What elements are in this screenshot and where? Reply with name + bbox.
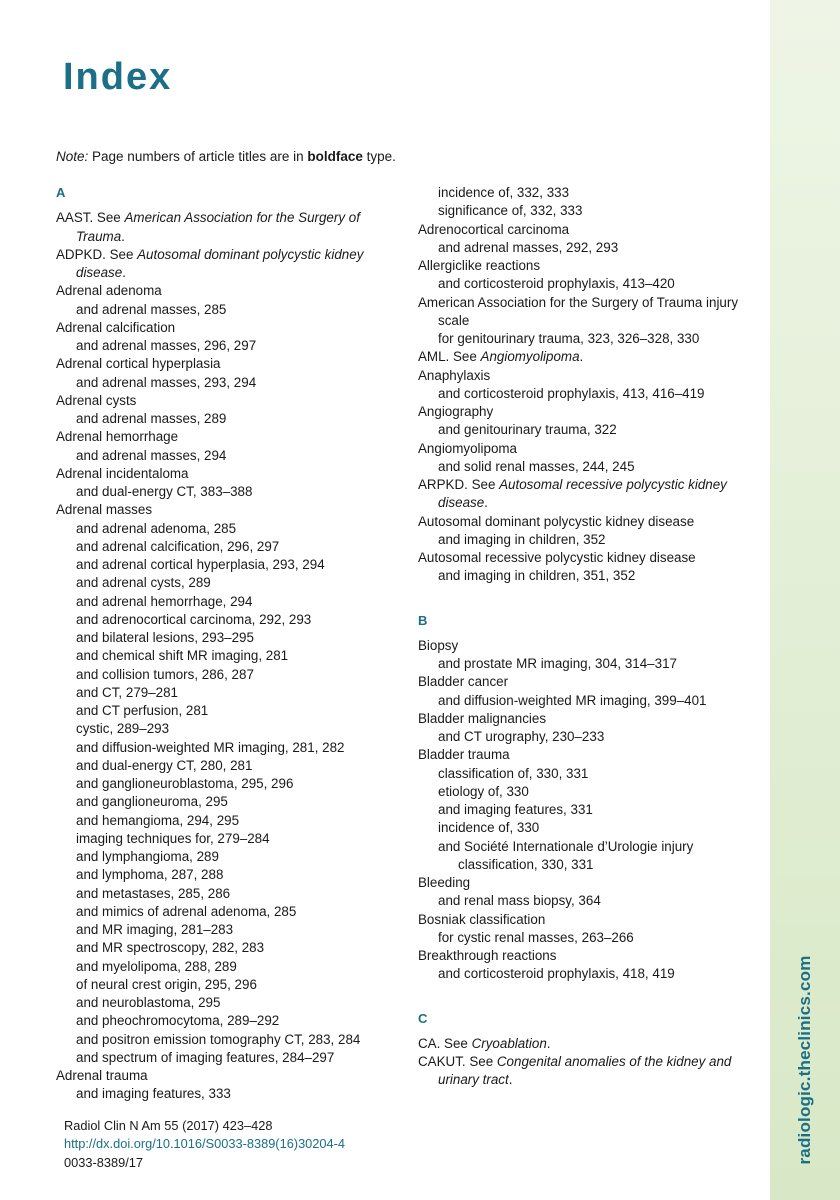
index-entry xyxy=(56,392,396,410)
index-subentry xyxy=(418,765,758,783)
index-entry xyxy=(418,294,758,331)
entry-text: and positron emission tomography CT, 283, 284 xyxy=(76,1031,361,1047)
index-entry xyxy=(418,710,758,728)
index-entry xyxy=(418,403,758,421)
index-subentry xyxy=(56,903,396,921)
cross-reference: American Association for the Surgery of Trauma xyxy=(76,210,360,244)
index-subentry xyxy=(56,793,396,811)
entry-text: and solid renal masses, 244, 245 xyxy=(438,458,635,474)
index-entry xyxy=(418,440,758,458)
index-entry xyxy=(418,367,758,385)
entry-text: and hemangioma, 294, 295 xyxy=(76,812,240,828)
index-entry xyxy=(418,947,758,965)
index-entry xyxy=(418,513,758,531)
entry-punct: . xyxy=(122,265,126,280)
entry-punct: . xyxy=(484,495,488,511)
index-subentry xyxy=(418,239,758,257)
index-subentry xyxy=(418,692,758,710)
index-subentry xyxy=(56,629,396,647)
entry-text: and neuroblastoma, 295 xyxy=(76,995,221,1010)
entry-text: and corticosteroid prophylaxis, 418, 419 xyxy=(438,966,675,982)
index-subentry xyxy=(418,783,758,801)
entry-text: and chemical shift MR imaging, 281 xyxy=(76,648,289,664)
entry-text: imaging techniques for, 279–284 xyxy=(76,830,270,846)
index-note xyxy=(56,149,396,164)
index-subentry xyxy=(418,385,758,403)
entry-text: and imaging features, 333 xyxy=(76,1086,231,1102)
index-subentry xyxy=(418,929,758,947)
entry-text: and adrenal masses, 294 xyxy=(76,447,227,463)
entry-text: and bilateral lesions, 293–295 xyxy=(76,630,254,645)
index-entry xyxy=(418,637,758,655)
entry-text: and adrenal adenoma, 285 xyxy=(76,520,237,536)
entry-text: and myelolipoma, 288, 289 xyxy=(76,958,237,974)
index-subentry xyxy=(418,531,758,549)
index-subentry xyxy=(56,337,396,355)
index-column-right xyxy=(418,184,758,1090)
entry-text: Adrenal hemorrhage xyxy=(56,429,179,445)
index-subentry xyxy=(56,520,396,538)
entry-text: Anaphylaxis xyxy=(418,367,491,383)
index-subentry xyxy=(56,1031,396,1049)
entry-text: Adrenal cortical hyperplasia xyxy=(56,356,221,372)
doi-link[interactable]: http://dx.doi.org/10.1016/S0033-8389(16)30204-4 xyxy=(64,1136,346,1152)
entry-text: and metastases, 285, 286 xyxy=(76,885,231,901)
entry-text: Adrenocortical carcinoma xyxy=(418,221,570,237)
cross-reference: Cryoablation xyxy=(471,1035,547,1051)
entry-text: and adrenal cysts, 289 xyxy=(76,575,211,591)
entry-text: Bladder trauma xyxy=(418,747,510,763)
citation: Radiol Clin N Am 55 (2017) 423–428 xyxy=(64,1118,273,1133)
entry-text: AAST. See xyxy=(56,210,125,226)
index-subentry xyxy=(56,976,396,994)
entry-text: and adrenocortical carcinoma, 292, 293 xyxy=(76,611,312,627)
entry-text: and diffusion-weighted MR imaging, 281, 282 xyxy=(76,739,345,755)
entry-text: and adrenal hemorrhage, 294 xyxy=(76,593,253,609)
entry-text: of neural crest origin, 295, 296 xyxy=(76,976,257,992)
index-entry xyxy=(418,1053,758,1090)
entry-text: and collision tumors, 286, 287 xyxy=(76,666,254,682)
entry-text: and MR imaging, 281–283 xyxy=(76,922,234,937)
index-subentry xyxy=(56,739,396,757)
index-subentry xyxy=(418,819,758,837)
index-subentry xyxy=(56,666,396,684)
index-subentry xyxy=(418,202,758,220)
entry-text: Bleeding xyxy=(418,875,471,890)
entry-text: for genitourinary trauma, 323, 326–328, 330 xyxy=(438,331,700,346)
entry-text: and corticosteroid prophylaxis, 413, 416–419 xyxy=(438,385,705,401)
index-entry xyxy=(56,355,396,373)
entry-text: incidence of, 330 xyxy=(438,820,540,836)
entry-text: and adrenal masses, 293, 294 xyxy=(76,374,257,390)
index-entry xyxy=(56,501,396,519)
entry-punct: . xyxy=(508,1072,513,1088)
entry-text: and dual-energy CT, 280, 281 xyxy=(76,757,253,773)
index-subentry xyxy=(56,866,396,884)
entry-text: and lymphangioma, 289 xyxy=(76,849,219,864)
entry-text: Bladder cancer xyxy=(418,674,509,690)
entry-text: incidence of, 332, 333 xyxy=(438,185,570,200)
index-subentry xyxy=(56,939,396,957)
index-subentry xyxy=(56,647,396,665)
index-subentry xyxy=(56,702,396,720)
index-entry xyxy=(56,319,396,337)
issn: 0033-8389/17 xyxy=(64,1154,143,1170)
index-subentry xyxy=(56,301,396,319)
entry-text: Adrenal masses xyxy=(56,502,153,518)
letter-heading: B xyxy=(418,612,428,628)
entry-text: Biopsy xyxy=(418,637,459,653)
index-subentry xyxy=(56,830,396,848)
index-entry xyxy=(418,746,758,764)
entry-text: Allergiclike reactions xyxy=(418,258,541,273)
entry-text: significance of, 332, 333 xyxy=(438,203,583,219)
entry-text: and imaging features, 331 xyxy=(438,802,593,817)
index-subentry xyxy=(56,812,396,830)
entry-text: and adrenal calcification, 296, 297 xyxy=(76,538,280,554)
entry-text: and adrenal masses, 296, 297 xyxy=(76,338,257,353)
letter-heading: C xyxy=(418,1010,428,1026)
index-subentry xyxy=(418,892,758,910)
index-subentry xyxy=(56,593,396,611)
index-subentry xyxy=(418,728,758,746)
index-entry xyxy=(56,465,396,483)
entry-text: and dual-energy CT, 383–388 xyxy=(76,484,253,499)
entry-text: classification of, 330, 331 xyxy=(438,765,589,781)
entry-text: and diffusion-weighted MR imaging, 399–401 xyxy=(438,692,707,708)
letter-heading: A xyxy=(56,185,66,200)
entry-text: cystic, 289–293 xyxy=(76,721,170,737)
index-entry xyxy=(418,874,758,892)
entry-text: and Société Internationale d’Urologie injury classification, 330, 331 xyxy=(438,838,694,872)
entry-text: Angiomyolipoma xyxy=(418,440,517,456)
index-subentry xyxy=(418,184,758,202)
entry-text: and adrenal masses, 289 xyxy=(76,411,227,426)
entry-text: and ganglioneuroma, 295 xyxy=(76,794,228,810)
entry-text: Autosomal recessive polycystic kidney disease xyxy=(418,550,696,565)
entry-text: and mimics of adrenal adenoma, 285 xyxy=(76,903,297,919)
entry-text: and CT urography, 230–233 xyxy=(438,729,605,744)
index-entry xyxy=(418,348,758,366)
entry-text: Breakthrough reactions xyxy=(418,948,557,963)
note-label: Note: xyxy=(56,149,89,164)
entry-text: CA. See xyxy=(418,1035,472,1051)
entry-punct: . xyxy=(546,1035,551,1051)
index-subentry xyxy=(56,410,396,428)
index-subentry xyxy=(418,965,758,983)
entry-text: for cystic renal masses, 263–266 xyxy=(438,929,634,945)
entry-text: and CT, 279–281 xyxy=(76,684,178,700)
index-subentry xyxy=(418,801,758,819)
index-subentry xyxy=(56,1085,396,1103)
index-subentry xyxy=(56,556,396,574)
entry-text: and adrenal masses, 292, 293 xyxy=(438,239,619,255)
entry-text: and pheochromocytoma, 289–292 xyxy=(76,1013,280,1029)
entry-text: Adrenal incidentaloma xyxy=(56,465,189,481)
entry-text: and imaging in children, 351, 352 xyxy=(438,568,636,584)
entry-text: and lymphoma, 287, 288 xyxy=(76,867,224,883)
page-title: Index xyxy=(63,56,173,98)
entry-text: Autosomal dominant polycystic kidney disease xyxy=(418,513,695,529)
index-entry xyxy=(418,221,758,239)
entry-text: Angiography xyxy=(418,404,494,419)
entry-text: and corticosteroid prophylaxis, 413–420 xyxy=(438,276,675,292)
index-subentry xyxy=(56,720,396,738)
index-subentry xyxy=(56,1049,396,1067)
index-entry xyxy=(418,476,758,513)
note-text: Page numbers of article titles are in xyxy=(88,149,308,164)
index-entry xyxy=(418,911,758,929)
index-subentry xyxy=(56,574,396,592)
entry-text: ARPKD. See xyxy=(418,477,500,492)
index-entry xyxy=(418,1035,758,1053)
index-entry xyxy=(418,549,758,567)
index-subentry xyxy=(56,374,396,392)
index-entry xyxy=(56,246,396,283)
index-subentry xyxy=(56,848,396,866)
cross-reference: Congenital anomalies of the kidney and urinary tract xyxy=(438,1054,732,1088)
index-column-left xyxy=(56,184,396,1104)
entry-text: and imaging in children, 352 xyxy=(438,531,606,547)
entry-text: Adrenal trauma xyxy=(56,1068,148,1083)
entry-punct: . xyxy=(579,349,584,365)
index-subentry xyxy=(418,655,758,673)
entry-text: AML. See xyxy=(418,349,481,365)
entry-text: ADPKD. See xyxy=(56,246,138,262)
index-subentry xyxy=(418,567,758,585)
entry-punct: . xyxy=(121,228,125,244)
index-subentry xyxy=(56,958,396,976)
entry-text: and spectrum of imaging features, 284–297 xyxy=(76,1049,335,1065)
index-entry xyxy=(56,209,396,246)
entry-text: Bladder malignancies xyxy=(418,710,547,726)
cross-reference: Autosomal recessive polycystic kidney disease xyxy=(438,477,727,511)
note-end: type. xyxy=(362,149,396,164)
entry-text: Bosniak classification xyxy=(418,911,546,927)
index-entry xyxy=(56,1067,396,1085)
entry-text: Adrenal calcification xyxy=(56,319,176,335)
index-subentry xyxy=(56,1012,396,1030)
index-entry xyxy=(56,282,396,300)
entry-text: and MR spectroscopy, 282, 283 xyxy=(76,940,265,956)
entry-text: and CT perfusion, 281 xyxy=(76,703,209,718)
entry-text: Adrenal cysts xyxy=(56,392,137,408)
index-subentry xyxy=(56,611,396,629)
journal-url[interactable]: radiologic.theclinics.com xyxy=(795,955,814,1165)
index-subentry xyxy=(56,885,396,903)
cross-reference: Autosomal dominant polycystic kidney disease xyxy=(76,246,364,280)
index-entry xyxy=(418,257,758,275)
entry-text: etiology of, 330 xyxy=(438,783,529,799)
index-subentry xyxy=(56,775,396,793)
cross-reference: Angiomyolipoma xyxy=(480,349,580,365)
entry-text: CAKUT. See xyxy=(418,1054,497,1069)
entry-text: and prostate MR imaging, 304, 314–317 xyxy=(438,656,677,671)
index-subentry xyxy=(56,921,396,939)
index-subentry xyxy=(56,538,396,556)
index-subentry xyxy=(418,421,758,439)
index-subentry xyxy=(56,994,396,1012)
index-entry xyxy=(418,673,758,691)
entry-text: and adrenal masses, 285 xyxy=(76,301,227,317)
index-subentry xyxy=(56,757,396,775)
entry-text: and renal mass biopsy, 364 xyxy=(438,893,601,909)
footer xyxy=(64,1117,345,1172)
index-subentry xyxy=(56,483,396,501)
index-subentry xyxy=(56,684,396,702)
entry-text: and adrenal cortical hyperplasia, 293, 294 xyxy=(76,557,325,572)
index-subentry xyxy=(418,275,758,293)
index-subentry xyxy=(418,330,758,348)
index-subentry xyxy=(56,447,396,465)
index-entry xyxy=(56,428,396,446)
entry-text: and ganglioneuroblastoma, 295, 296 xyxy=(76,776,294,791)
index-subentry xyxy=(418,458,758,476)
entry-text: and genitourinary trauma, 322 xyxy=(438,422,617,438)
index-subentry xyxy=(418,838,758,875)
note-bold: boldface xyxy=(307,149,363,164)
entry-text: American Association for the Surgery of Trauma injury scale xyxy=(418,294,739,328)
entry-text: Adrenal adenoma xyxy=(56,283,162,299)
